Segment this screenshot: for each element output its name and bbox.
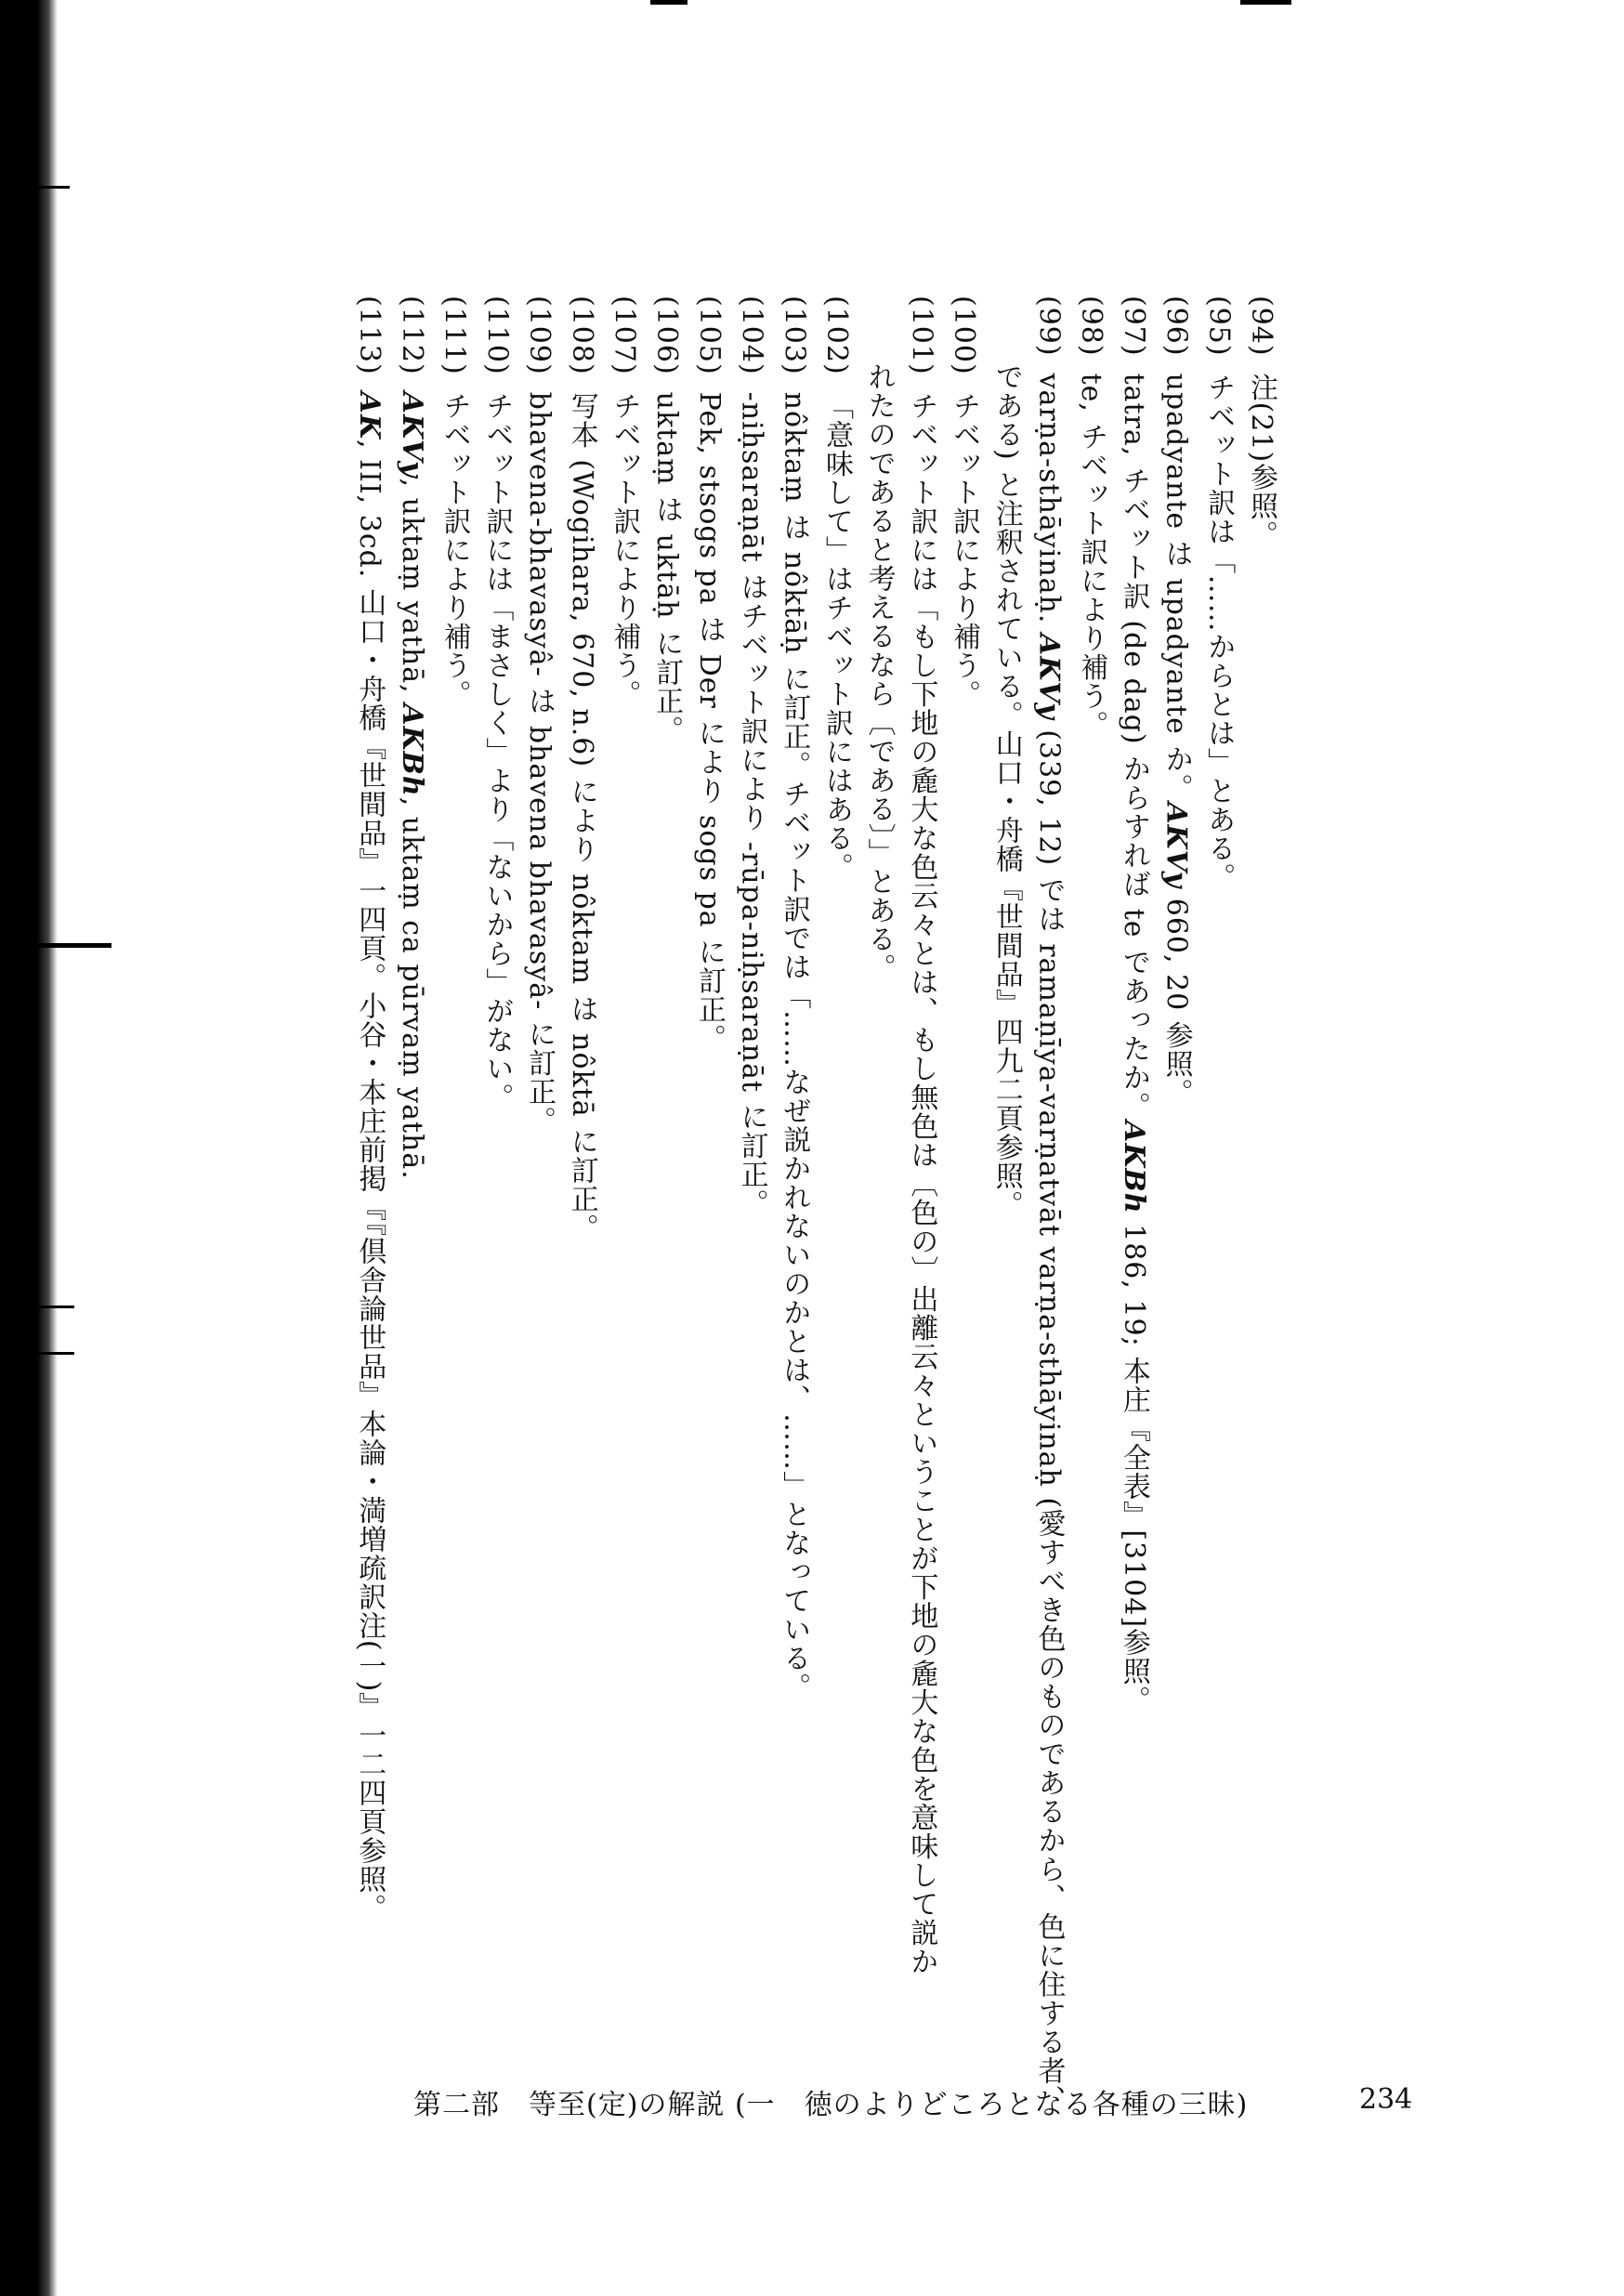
note-number: (107)	[608, 295, 641, 375]
note-number: (97)	[1117, 295, 1150, 357]
note-text: 「意味して」はチベット訳にはある。	[819, 391, 853, 882]
note-text: varṇa-sthāyinaḥ.	[1032, 373, 1066, 634]
note-text: 186, 19; 本庄『全表』[3104]参照。	[1117, 1214, 1150, 1715]
scan-mark	[0, 186, 70, 189]
note-number: (112)	[395, 295, 428, 375]
note-number: (111)	[438, 295, 471, 375]
scan-mark	[0, 1305, 74, 1308]
note-number: (103)	[778, 295, 811, 375]
note-text: te, チベット訳により補う。	[1075, 373, 1108, 740]
note-text: チベット訳により補う。	[948, 391, 981, 709]
note-text: チベット訳には「もし下地の麁大な色云々とは、もし無色は〔色の〕出離云々ということが下地の麁大な色を意味して説か	[905, 391, 938, 1976]
note-99	[985, 295, 1069, 2115]
note-107	[603, 295, 646, 2042]
note-100	[942, 295, 985, 2042]
note-103	[773, 295, 816, 2042]
scan-mark	[1240, 0, 1291, 5]
source-abbrev: AKBh	[395, 703, 428, 797]
note-text: チベット訳により補う。	[608, 391, 641, 709]
note-text: チベット訳には「まさしく」より「ないから」がない。	[480, 391, 514, 1112]
note-number: (113)	[353, 295, 386, 375]
note-105	[688, 295, 730, 2042]
note-97	[1112, 295, 1155, 2042]
note-text: , uktaṃ yathā,	[395, 478, 428, 704]
note-number: (106)	[650, 295, 684, 375]
note-number: (99)	[1032, 295, 1066, 357]
note-110	[476, 295, 518, 2042]
running-head: 第二部 等至(定)の解説 (一 徳のよりどころとなる各種の三昧)	[413, 2089, 1249, 2121]
note-number: (95)	[1202, 295, 1236, 357]
note-108	[560, 295, 603, 2042]
note-101	[858, 295, 942, 2042]
note-number: (109)	[523, 295, 557, 375]
note-106	[645, 295, 688, 2042]
note-number: (94)	[1245, 295, 1277, 357]
note-number: (100)	[948, 295, 981, 375]
note-number: (110)	[480, 295, 514, 375]
note-113	[348, 295, 391, 2042]
page-number: 234	[1359, 2083, 1413, 2116]
scan-edge	[0, 0, 58, 2296]
source-abbrev: AKVy	[1032, 633, 1066, 720]
note-112	[390, 295, 433, 2042]
note-continuation: れたのであると考えるなら〔である〕」とある。	[862, 362, 896, 982]
note-text: uktaṃ は uktāḥ に訂正。	[650, 391, 684, 744]
note-104	[730, 295, 773, 2042]
note-109	[517, 295, 560, 2042]
scan-mark	[0, 1352, 74, 1355]
note-number: (108)	[565, 295, 598, 375]
source-abbrev: AK	[353, 391, 386, 440]
note-text: tatra, チベット訳 (de dag) からすれば te であったか。	[1117, 373, 1150, 1122]
source-abbrev: AKVy	[395, 391, 428, 479]
note-text: upadyante は upadyante か。	[1159, 373, 1193, 803]
note-text: (339, 12) では ramaṇīya-varṇatvāt varṇa-sthāyinaḥ (愛すべき色のものであるから、色に住する者、	[1032, 719, 1066, 2115]
note-text: チベット訳は「……からとは」とある。	[1202, 373, 1236, 892]
scan-mark	[650, 0, 688, 5]
note-text: bhavena-bhavasyâ- は bhavena bhavasyâ- に訂正。	[523, 391, 557, 1135]
note-text: nôktaṃ は nôktāḥ に訂正。チベット訳では「……なぜ説かれないのかとは、……」となっている。	[778, 391, 811, 1702]
note-number: (105)	[692, 295, 726, 375]
note-number: (102)	[819, 295, 853, 375]
note-text: チベット訳により補う。	[438, 391, 471, 709]
note-text: , III, 3cd. 山口・舟橋『世間品』一四頁。小谷・本庄前掲『『倶舎論世品』本論・満増疏訳注(一)』一二四頁参照。	[353, 440, 386, 1923]
note-number: (98)	[1075, 295, 1108, 357]
source-abbrev: AKBh	[1117, 1121, 1150, 1214]
note-continuation: である) と注釈されている。山口・舟橋『世間品』四九二頁参照。	[989, 362, 1023, 1220]
note-94	[1239, 295, 1282, 2042]
note-96	[1155, 295, 1198, 2042]
note-text: -niḥsaraṇāt はチベット訳により -rūpa-niḥsaraṇāt に訂正。	[735, 391, 768, 1218]
note-number: (101)	[905, 295, 938, 375]
note-text: Pek, stsogs pa は Der により sogs pa に訂正。	[692, 391, 726, 1054]
note-text: 注(21)参照。	[1245, 373, 1277, 550]
note-text: 660, 20 参照。	[1159, 888, 1193, 1108]
note-text: , uktaṃ ca pūrvaṃ yathā.	[395, 796, 428, 1180]
note-102	[815, 295, 858, 2042]
note-text: 写本 (Wogihara, 670, n.6) により nôktam は nôktā に訂正。	[565, 391, 598, 1243]
note-98	[1069, 295, 1112, 2042]
note-95	[1198, 295, 1240, 2042]
scan-mark	[0, 943, 111, 948]
note-number: (104)	[735, 295, 768, 375]
note-number: (96)	[1159, 295, 1193, 357]
note-111	[433, 295, 476, 2042]
source-abbrev: AKVy	[1159, 802, 1193, 889]
